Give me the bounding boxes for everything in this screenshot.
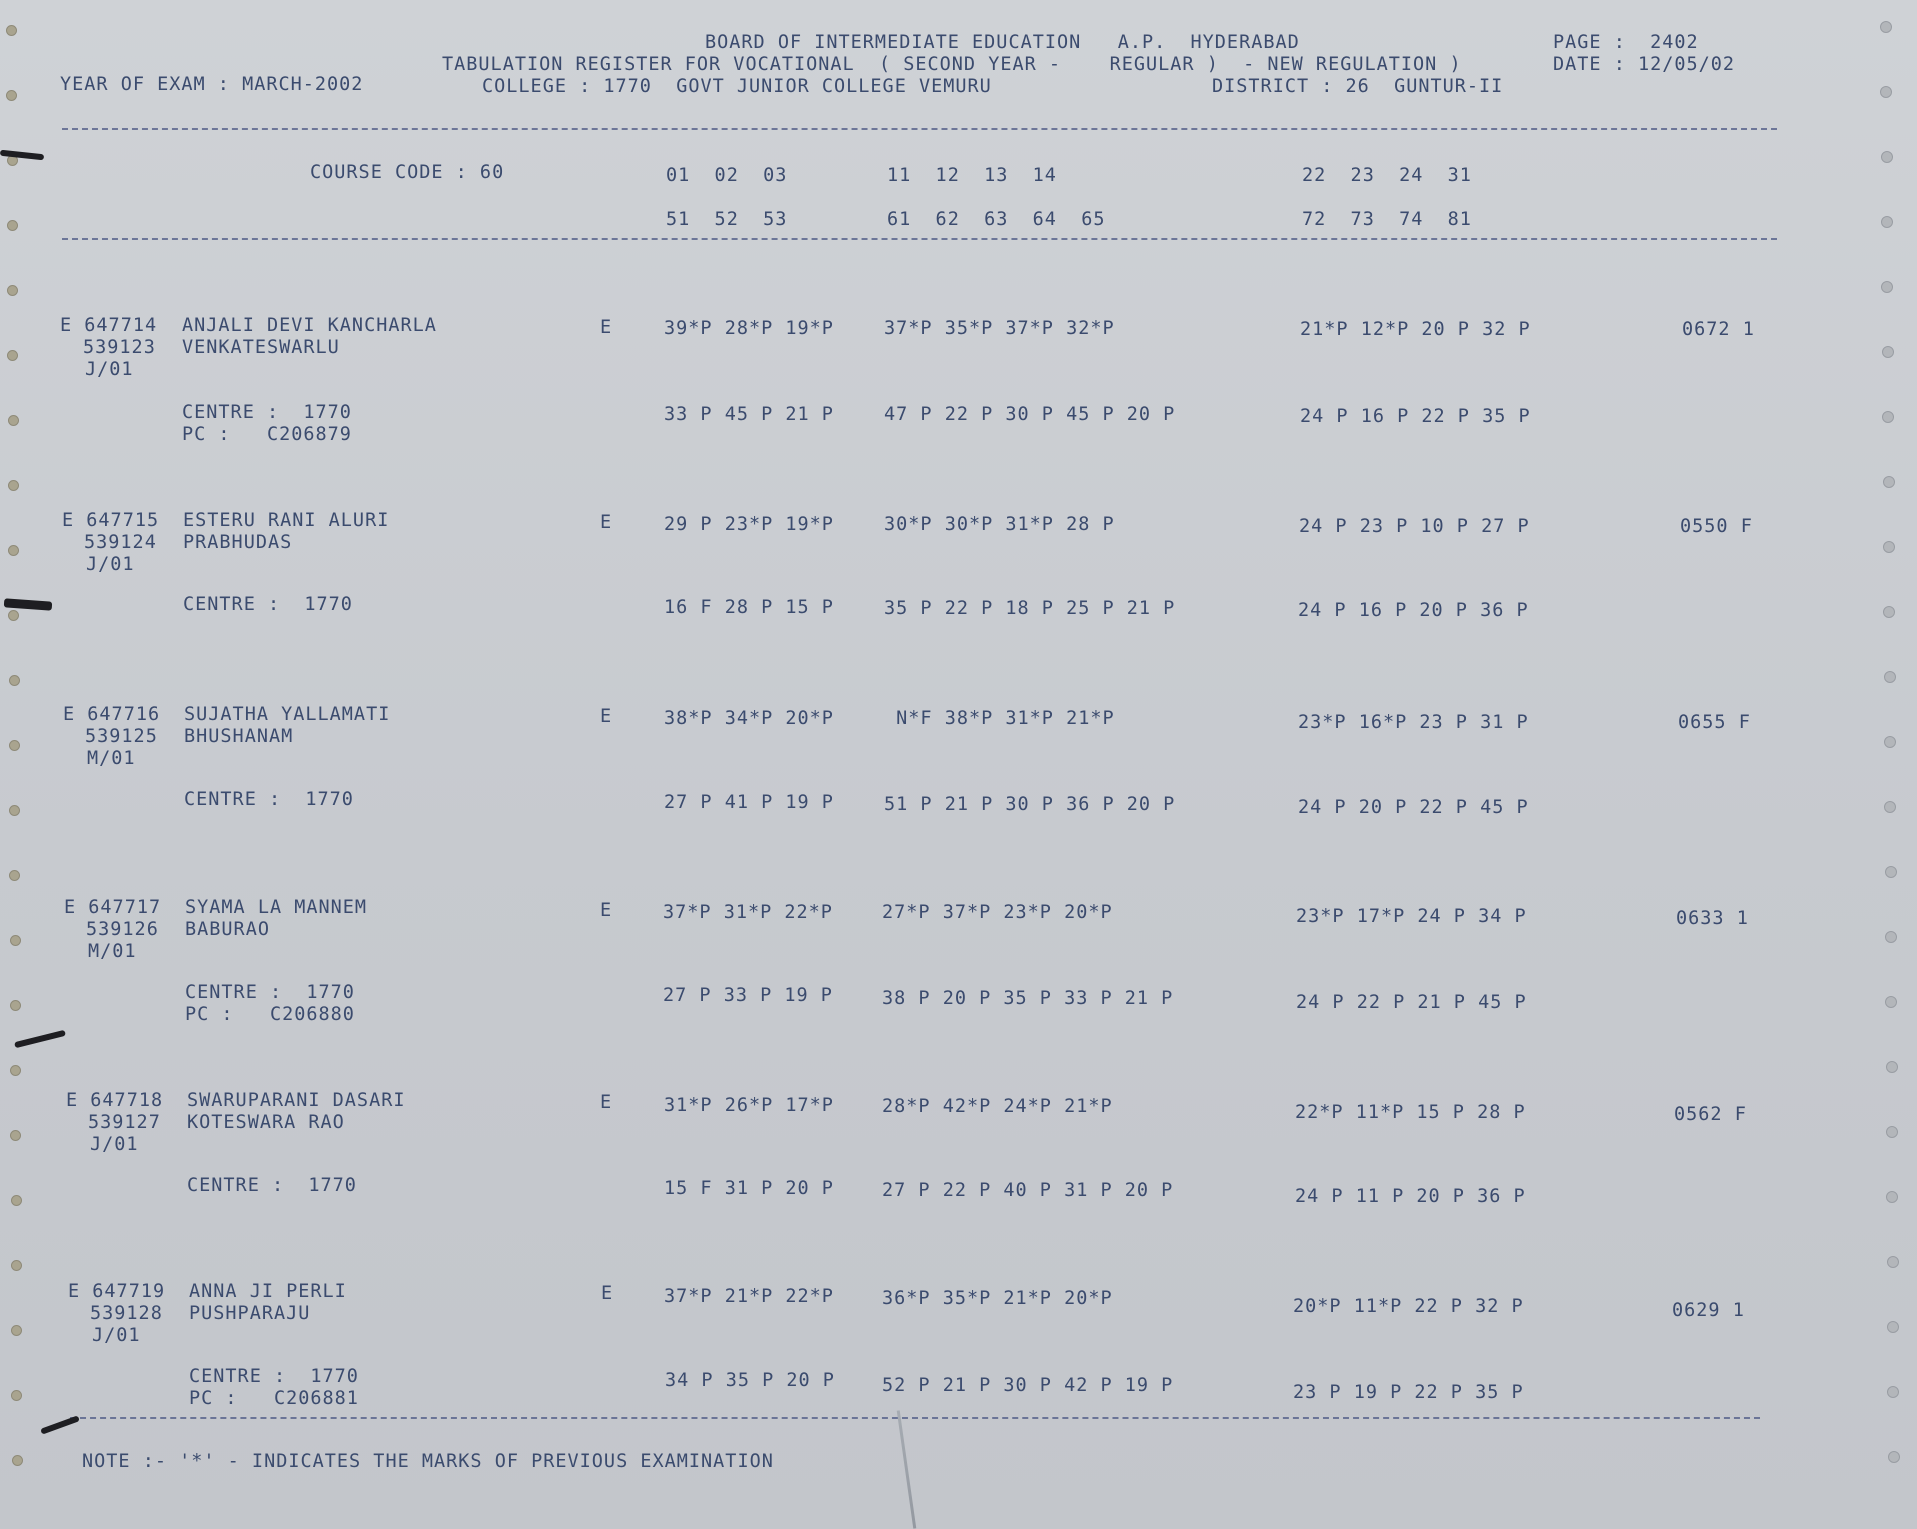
parent-name: BHUSHANAM (184, 726, 294, 747)
perforation-hole (10, 935, 21, 946)
perforation-hole (9, 870, 20, 881)
binding-mark (4, 598, 53, 610)
grand-total: 0672 1 (1682, 319, 1755, 340)
college-line: COLLEGE : 1770 GOVT JUNIOR COLLEGE VEMURU (482, 76, 992, 97)
year2-marks-b: 37*P 35*P 37*P 32*P (884, 318, 1115, 339)
perforation-hole (7, 350, 18, 361)
year1-marks-a: 15 F 31 P 20 P (664, 1178, 834, 1199)
year1-marks-c: 23 P 19 P 22 P 35 P (1293, 1382, 1524, 1403)
student-name: ANJALI DEVI KANCHARLA (182, 315, 437, 336)
centre: CENTRE : 1770 (184, 789, 354, 810)
divider-top (62, 128, 1777, 130)
year2-marks-b: 27*P 37*P 23*P 20*P (882, 902, 1113, 923)
perforation-hole (6, 25, 17, 36)
centre: CENTRE : 1770 (182, 402, 352, 423)
hall-ticket: E 647717 (64, 897, 162, 918)
perforation-hole (1887, 1256, 1899, 1268)
perforation-hole (7, 220, 18, 231)
perforation-hole (1881, 281, 1893, 293)
perforation-hole (11, 1325, 22, 1336)
group-code: J/01 (85, 359, 134, 380)
group-code: J/01 (90, 1134, 139, 1155)
medium: E (600, 706, 613, 727)
perforation-hole (10, 1000, 21, 1011)
year2-marks-a: 37*P 31*P 22*P (663, 902, 833, 923)
year1-marks-c: 24 P 16 P 20 P 36 P (1298, 600, 1529, 621)
perforation-hole (1882, 346, 1894, 358)
group-code: J/01 (92, 1325, 141, 1346)
perforation-hole (1884, 671, 1896, 683)
year2-marks-a: 38*P 34*P 20*P (664, 708, 834, 729)
perforation-hole (1886, 1126, 1898, 1138)
student-name: ESTERU RANI ALURI (183, 510, 390, 531)
year1-marks-c: 24 P 16 P 22 P 35 P (1300, 406, 1531, 427)
subject-codes-1b: 11 12 13 14 (887, 165, 1057, 186)
perforation-hole (10, 1065, 21, 1076)
year2-marks-a: 31*P 26*P 17*P (664, 1095, 834, 1116)
perforation-hole (1881, 216, 1893, 228)
year1-marks-c: 24 P 11 P 20 P 36 P (1295, 1186, 1526, 1207)
year1-marks-c: 24 P 20 P 22 P 45 P (1298, 797, 1529, 818)
paper-crease (897, 1410, 917, 1528)
perforation-hole (8, 545, 19, 556)
binding-mark (14, 1030, 66, 1048)
hall-ticket: E 647719 (68, 1281, 166, 1302)
year1-marks-c: 24 P 22 P 21 P 45 P (1296, 992, 1527, 1013)
perforation-hole (1884, 801, 1896, 813)
parent-name: PRABHUDAS (183, 532, 293, 553)
perforation-hole (1888, 1451, 1900, 1463)
perforation-hole (11, 1260, 22, 1271)
year1-marks-b: 35 P 22 P 18 P 25 P 21 P (884, 598, 1176, 619)
perforation-hole (1886, 1061, 1898, 1073)
hall-ticket: E 647718 (66, 1090, 164, 1111)
medium: E (600, 1092, 613, 1113)
district-line: DISTRICT : 26 GUNTUR-II (1212, 76, 1504, 97)
year2-marks-c: 21*P 12*P 20 P 32 P (1300, 319, 1531, 340)
year2-marks-b: 30*P 30*P 31*P 28 P (884, 514, 1115, 535)
centre: CENTRE : 1770 (183, 594, 353, 615)
parent-name: VENKATESWARLU (182, 337, 340, 358)
reg-number: 539128 (90, 1303, 163, 1324)
print-date: DATE : 12/05/02 (1553, 54, 1736, 75)
grand-total: 0629 1 (1672, 1300, 1745, 1321)
perforation-hole (9, 740, 20, 751)
perforation-hole (9, 805, 20, 816)
register-title: TABULATION REGISTER FOR VOCATIONAL ( SECOND YEAR - REGULAR ) - NEW REGULATION ) (442, 54, 1462, 75)
perforation-hole (11, 1390, 22, 1401)
year2-marks-c: 20*P 11*P 22 P 32 P (1293, 1296, 1524, 1317)
parent-name: KOTESWARA RAO (187, 1112, 345, 1133)
medium: E (600, 317, 613, 338)
pc-number: PC : C206881 (189, 1388, 359, 1409)
year1-marks-a: 16 F 28 P 15 P (664, 597, 834, 618)
centre: CENTRE : 1770 (187, 1175, 357, 1196)
year1-marks-b: 27 P 22 P 40 P 31 P 20 P (882, 1180, 1174, 1201)
student-name: SYAMA LA MANNEM (185, 897, 368, 918)
perforation-hole (9, 675, 20, 686)
perforation-hole (1881, 151, 1893, 163)
year1-marks-b: 47 P 22 P 30 P 45 P 20 P (884, 404, 1176, 425)
year1-marks-b: 38 P 20 P 35 P 33 P 21 P (882, 988, 1174, 1009)
perforation-hole (1880, 21, 1892, 33)
year2-marks-c: 24 P 23 P 10 P 27 P (1299, 516, 1530, 537)
perforation-hole (1885, 931, 1897, 943)
perforation-hole (8, 415, 19, 426)
reg-number: 539124 (84, 532, 157, 553)
year1-marks-a: 33 P 45 P 21 P (664, 404, 834, 425)
grand-total: 0655 F (1678, 712, 1751, 733)
pc-number: PC : C206880 (185, 1004, 355, 1025)
year2-marks-b: N*F 38*P 31*P 21*P (884, 708, 1115, 729)
perforation-hole (1883, 541, 1895, 553)
subject-codes-2b: 61 62 63 64 65 (887, 209, 1106, 230)
reg-number: 539126 (86, 919, 159, 940)
hall-ticket: E 647715 (62, 510, 160, 531)
year2-marks-a: 37*P 21*P 22*P (664, 1286, 834, 1307)
year2-marks-a: 39*P 28*P 19*P (664, 318, 834, 339)
centre: CENTRE : 1770 (185, 982, 355, 1003)
perforation-hole (1884, 736, 1896, 748)
footnote: NOTE :- '*' - INDICATES THE MARKS OF PREVIOUS EXAMINATION (82, 1451, 774, 1472)
page-number: PAGE : 2402 (1553, 32, 1699, 53)
hall-ticket: E 647716 (63, 704, 161, 725)
medium: E (600, 512, 613, 533)
year1-marks-a: 34 P 35 P 20 P (665, 1370, 835, 1391)
grand-total: 0550 F (1680, 516, 1753, 537)
year1-marks-b: 51 P 21 P 30 P 36 P 20 P (884, 794, 1176, 815)
board-title: BOARD OF INTERMEDIATE EDUCATION A.P. HYDERABAD (705, 32, 1300, 53)
student-name: SWARUPARANI DASARI (187, 1090, 406, 1111)
perforation-hole (1887, 1321, 1899, 1333)
year1-marks-a: 27 P 33 P 19 P (663, 985, 833, 1006)
year2-marks-c: 23*P 17*P 24 P 34 P (1296, 906, 1527, 927)
subject-codes-1a: 01 02 03 (666, 165, 788, 186)
group-code: M/01 (87, 748, 136, 769)
perforation-hole (8, 610, 19, 621)
reg-number: 539123 (83, 337, 156, 358)
reg-number: 539127 (88, 1112, 161, 1133)
divider-bottom (70, 1417, 1760, 1419)
perforation-hole (6, 90, 17, 101)
grand-total: 0562 F (1674, 1104, 1747, 1125)
student-name: ANNA JI PERLI (189, 1281, 347, 1302)
perforation-hole (1883, 476, 1895, 488)
year1-marks-b: 52 P 21 P 30 P 42 P 19 P (882, 1375, 1174, 1396)
year2-marks-c: 23*P 16*P 23 P 31 P (1298, 712, 1529, 733)
year2-marks-c: 22*P 11*P 15 P 28 P (1295, 1102, 1526, 1123)
subject-codes-2a: 51 52 53 (666, 209, 788, 230)
perforation-hole (1882, 411, 1894, 423)
medium: E (600, 900, 613, 921)
course-code: COURSE CODE : 60 (310, 162, 505, 183)
year2-marks-b: 28*P 42*P 24*P 21*P (882, 1096, 1113, 1117)
year2-marks-b: 36*P 35*P 21*P 20*P (882, 1288, 1113, 1309)
perforation-hole (11, 1195, 22, 1206)
perforation-hole (1885, 996, 1897, 1008)
reg-number: 539125 (85, 726, 158, 747)
student-name: SUJATHA YALLAMATI (184, 704, 391, 725)
divider-codes (62, 238, 1777, 240)
subject-codes-1c: 22 23 24 31 (1302, 165, 1472, 186)
binding-mark (40, 1415, 80, 1434)
group-code: M/01 (88, 941, 137, 962)
medium: E (601, 1283, 614, 1304)
centre: CENTRE : 1770 (189, 1366, 359, 1387)
year-of-exam: YEAR OF EXAM : MARCH-2002 (60, 74, 364, 95)
year2-marks-a: 29 P 23*P 19*P (664, 514, 834, 535)
subject-codes-2c: 72 73 74 81 (1302, 209, 1472, 230)
hall-ticket: E 647714 (60, 315, 158, 336)
perforation-hole (8, 480, 19, 491)
perforation-hole (1887, 1386, 1899, 1398)
perforation-hole (1886, 1191, 1898, 1203)
group-code: J/01 (86, 554, 135, 575)
grand-total: 0633 1 (1676, 908, 1749, 929)
perforation-hole (1885, 866, 1897, 878)
perforation-hole (10, 1130, 21, 1141)
perforation-hole (1880, 86, 1892, 98)
year1-marks-a: 27 P 41 P 19 P (664, 792, 834, 813)
perforation-hole (12, 1455, 23, 1466)
parent-name: PUSHPARAJU (189, 1303, 311, 1324)
perforation-hole (1883, 606, 1895, 618)
perforation-hole (7, 285, 18, 296)
parent-name: BABURAO (185, 919, 270, 940)
pc-number: PC : C206879 (182, 424, 352, 445)
